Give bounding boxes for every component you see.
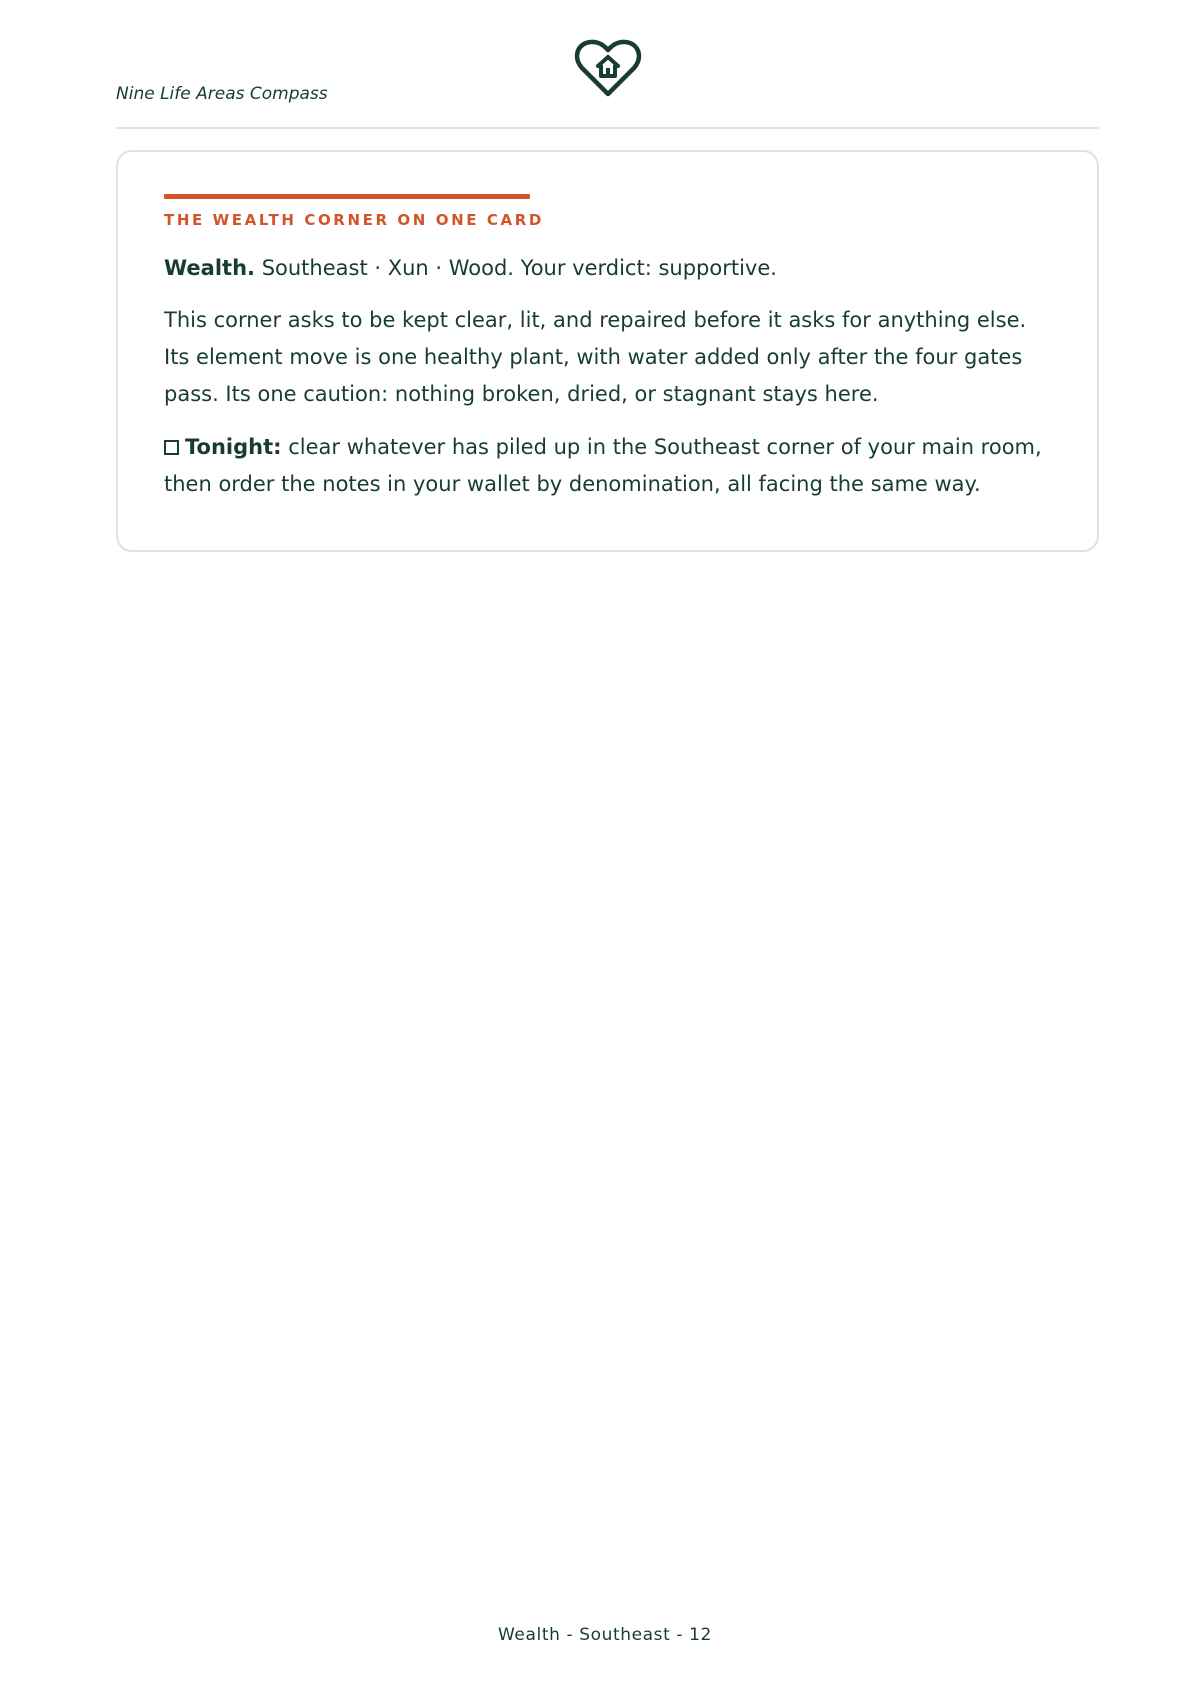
accent-rule <box>164 194 530 199</box>
summary-lead: Wealth. <box>164 256 255 280</box>
tonight-checkbox[interactable] <box>164 440 179 455</box>
tonight-task <box>164 429 1044 503</box>
wealth-summary-card <box>116 150 1099 552</box>
heart-house-icon <box>574 38 642 98</box>
page-footer: Wealth - Southeast - 12 <box>498 1625 712 1645</box>
page-header <box>116 0 1099 129</box>
tonight-label: Tonight: <box>185 435 282 459</box>
tonight-text: clear whatever has piled up in the Southeast corner of your main room, then order the notes in your wallet by denomination, all facing the same way. <box>164 435 1042 496</box>
card-body-text: This corner asks to be kept clear, lit, and repaired before it asks for anything else. Its element move is one healthy plant, with water added only after the four gates pass. Its one caution: nothing broken, dried, or stagnant stays here. <box>164 308 1027 406</box>
summary-details: Southeast · Xun · Wood. Your verdict: supportive. <box>261 256 777 280</box>
document-title: Nine Life Areas Compass <box>116 84 328 104</box>
card-summary <box>164 253 1044 283</box>
card-eyebrow-heading: THE WEALTH CORNER ON ONE CARD <box>164 211 544 229</box>
